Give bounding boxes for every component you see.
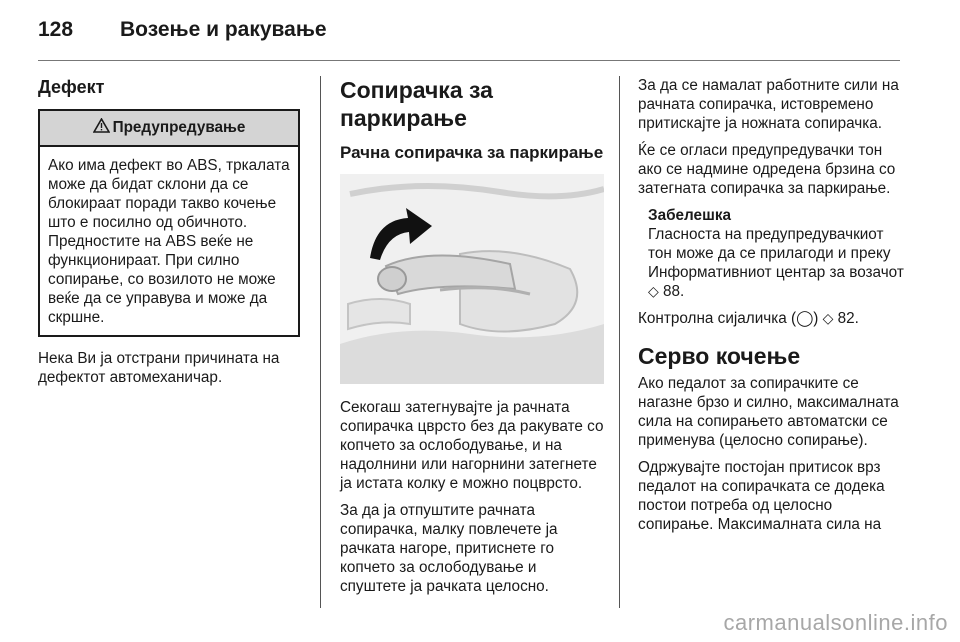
page-reference-icon: ◇ [648, 283, 659, 299]
parking-brake-figure [340, 174, 604, 384]
header-rule [38, 60, 900, 61]
section-heading-parking-brake: Сопирачка за паркирање [340, 77, 493, 131]
brake-paragraph-1: Секогаш затегнувајте ја рачната сопирачка цврсто без да ракувате со копчето за ослободување, и на надолнини или нагорнини затегнете ја истата колку е можно поцврсто. [340, 399, 604, 492]
servo-paragraph-1: Ако педалот за сопирачките се нагазне брзо и силно, максималната сила на сопирањето автоматски се применува (целосно сопирање). [638, 375, 899, 449]
page-number: 128 [38, 18, 74, 41]
column-divider-2 [619, 76, 620, 608]
brake-paragraph-4: Ќе се огласи предупредувачки тон ако се надмине одредена брзина со затегната сопирачка за паркирање. [638, 142, 896, 197]
brake-warning-lamp-icon: (◯) [791, 310, 819, 327]
watermark: carmanualsonline.info [723, 610, 948, 635]
note-body: Гласноста на предупредувачкиот тон може да се прилагоди и преку Информативниот центар за возачот [648, 226, 904, 281]
section-heading-servo-braking: Серво кочење [638, 343, 801, 369]
defect-paragraph: Нека Ви ја отстрани причината на дефектот автомеханичар. [38, 350, 280, 386]
chapter-title: Возење и ракување [120, 18, 327, 41]
column-3 [638, 76, 906, 542]
note-title: Забелешка [648, 207, 731, 224]
servo-paragraph-2: Одржувајте постојан притисок врз педалот на сопирачката се додека постои потреба од целосно сопирање. Максималната сила на [638, 459, 885, 533]
column-divider-1 [320, 76, 321, 608]
note-block [648, 206, 906, 301]
column-2 [340, 76, 604, 604]
control-lamp-text: Контролна сијаличка [638, 310, 787, 327]
section-heading-defect: Дефект [38, 77, 105, 97]
subheading-hand-parking-brake: Рачна сопирачка за паркирање [340, 143, 604, 162]
brake-paragraph-2: За да ја отпуштите рачната сопирачка, малку повлечете ја рачката нагоре, притиснете го копчето за ослободување и спуштете ја рачката целосно. [340, 502, 558, 595]
control-lamp-line [638, 309, 906, 328]
warning-header [40, 111, 298, 147]
warning-title: Предупредување [112, 119, 246, 136]
page-reference-icon: ◇ [822, 310, 834, 326]
warning-triangle-icon [93, 118, 110, 138]
brake-paragraph-3: За да се намалат работните сили на рачната сопирачка, истовремено притискајте ја ножната сопирачка. [638, 77, 899, 132]
note-reference[interactable]: 88. [663, 283, 685, 300]
page-header [38, 18, 327, 50]
note-text [648, 225, 906, 301]
warning-box [38, 109, 300, 337]
control-lamp-reference[interactable]: 82. [837, 310, 859, 327]
warning-text: Ако има дефект во ABS, тркалата може да бидат склони да се блокираат поради такво кочење што е посилно од обичното. Предностите на ABS веќе не функционираат. При силно сопирање, со возилото не може веќе да се управува и може да скршне. [48, 157, 290, 326]
column-1 [38, 76, 300, 395]
